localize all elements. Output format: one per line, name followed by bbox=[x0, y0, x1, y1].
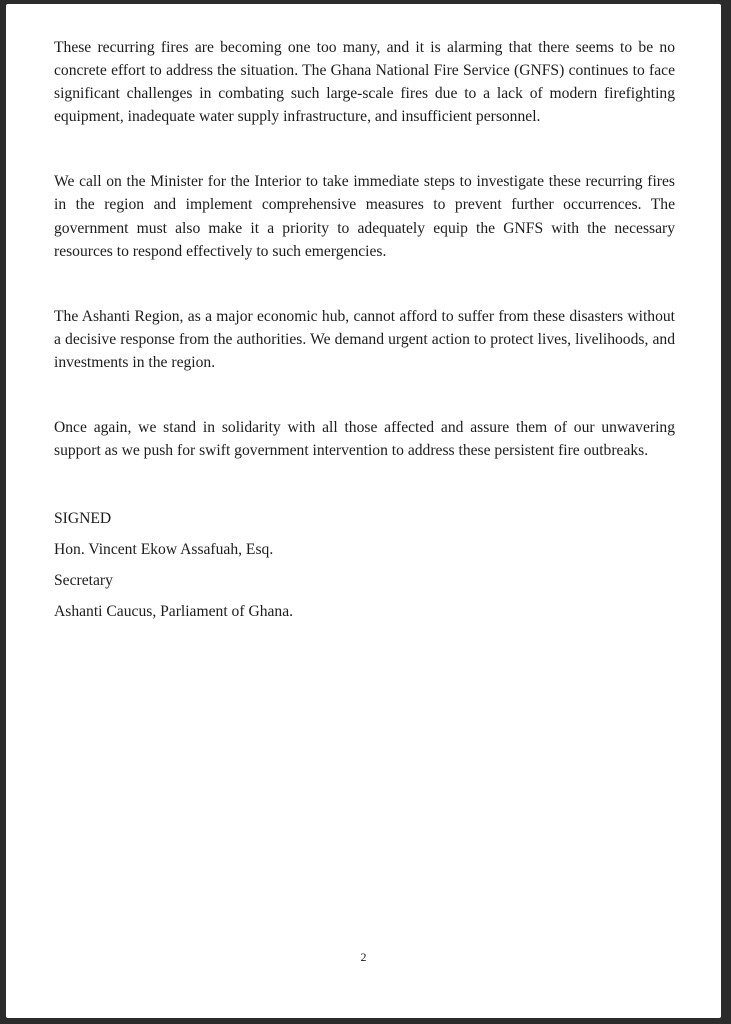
signature-block bbox=[54, 503, 675, 627]
signatory-title: Secretary bbox=[54, 572, 113, 590]
document-page bbox=[6, 4, 721, 1018]
paragraph-gnfs-challenges: These recurring fires are becoming one too many, and it is alarming that there seems to be no concrete effort to address the situation. The Ghana National Fire Service (GNFS) continues to face significant challenges in combating such large-scale fires due to a lack of modern firefighting equipment, inadequate water supply infrastructure, and insufficient personnel. bbox=[54, 39, 675, 126]
signatory-organization: Ashanti Caucus, Parliament of Ghana. bbox=[54, 603, 294, 621]
page-number: 2 bbox=[360, 950, 367, 964]
paragraph-solidarity: Once again, we stand in solidarity with all those affected and assure them of our unwavering support as we push for swift government intervention to address these persistent fire outbreaks. bbox=[54, 419, 675, 460]
paragraph-call-to-minister: We call on the Minister for the Interior to take immediate steps to investigate these recurring fires in the region and implement comprehensive measures to prevent further occurrences. The government must also make it a priority to adequately equip the GNFS with the necessary resources to respond effectively to such emergencies. bbox=[54, 173, 675, 260]
signed-label: SIGNED bbox=[54, 510, 112, 528]
signatory-name: Hon. Vincent Ekow Assafuah, Esq. bbox=[54, 541, 274, 559]
document-body bbox=[54, 36, 675, 627]
paragraph-ashanti-region: The Ashanti Region, as a major economic hub, cannot afford to suffer from these disasters without a decisive response from the authorities. We demand urgent action to protect lives, livelihoods, and investments in the region. bbox=[54, 307, 675, 371]
